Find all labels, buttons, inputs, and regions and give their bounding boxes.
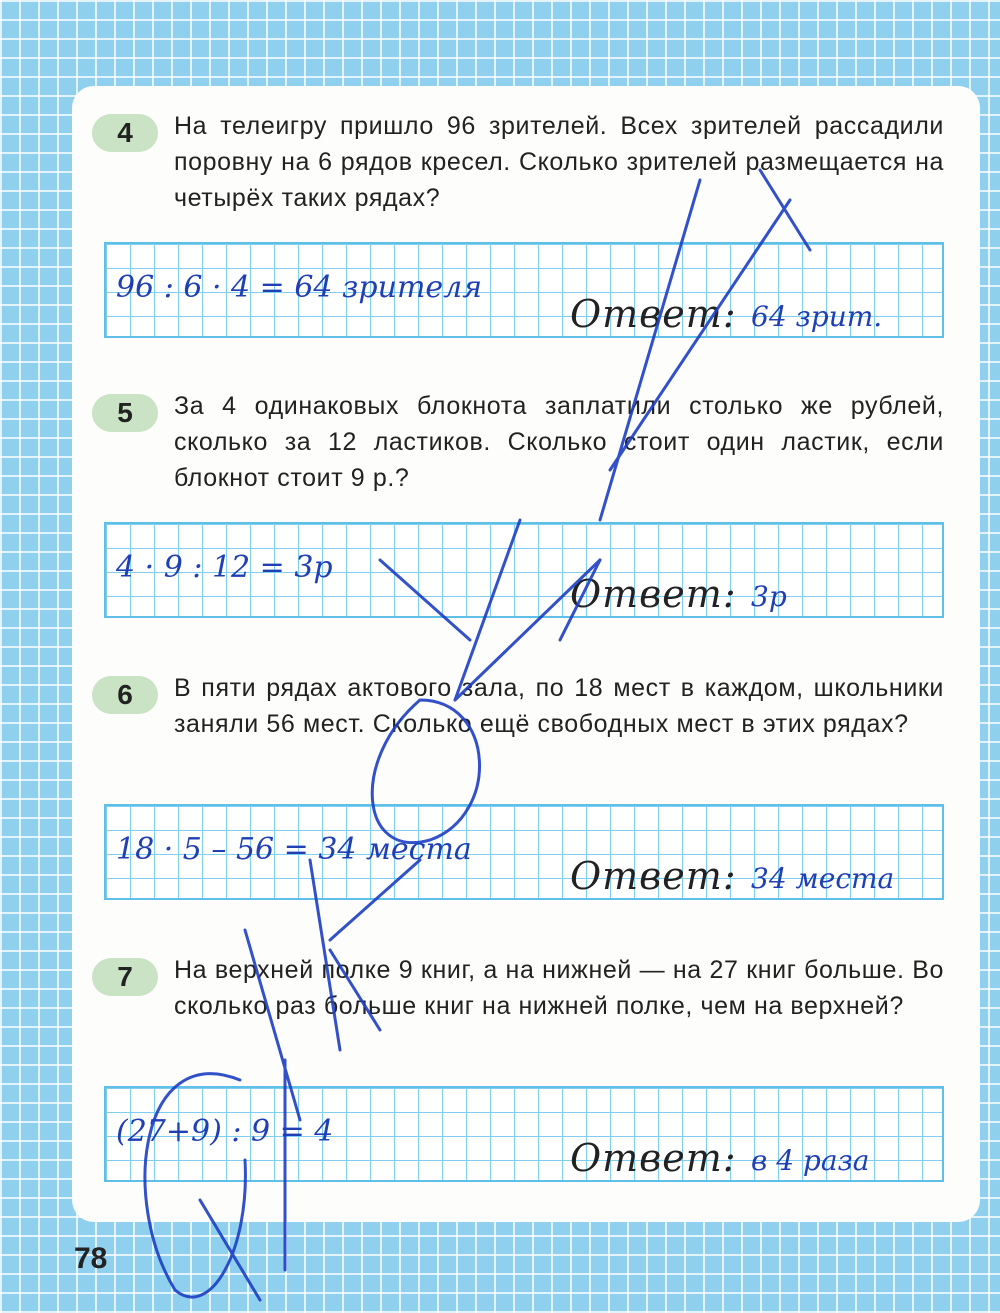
answer-grid [104, 522, 944, 618]
answer-label: Ответ: [570, 854, 737, 898]
task-question: За 4 одинаковых блокнота заплатили столько же рублей, сколько за 12 ластиков. Сколько стоит один ластик, если блокнот стоит 9 р.? [174, 392, 944, 492]
handwritten-answer: 3р [751, 580, 787, 613]
handwritten-solution: 96 : 6 · 4 = 64 зрителя [116, 270, 483, 305]
answer-label: Ответ: [570, 572, 737, 616]
answer-grid [104, 804, 944, 900]
handwritten-solution: (27+9) : 9 = 4 [116, 1114, 334, 1149]
answer-grid [104, 1086, 944, 1182]
handwritten-answer: 34 места [751, 862, 895, 895]
answer-label: Ответ: [570, 1136, 737, 1180]
answer-grid [104, 242, 944, 338]
page-number: 78 [74, 1242, 108, 1275]
handwritten-solution: 18 · 5 – 56 = 34 места [116, 832, 472, 867]
workbook-page [72, 86, 980, 1222]
task-question: На верхней полке 9 книг, а на нижней — на 27 книг больше. Во сколько раз больше книг на нижней полке, чем на верхней? [174, 956, 944, 1020]
task-number-badge: 4 [92, 114, 158, 152]
task-number-badge: 6 [92, 676, 158, 714]
handwritten-answer: в 4 раза [751, 1144, 870, 1177]
answer-label: Ответ: [570, 292, 737, 336]
task-number-badge: 5 [92, 394, 158, 432]
task-number-badge: 7 [92, 958, 158, 996]
handwritten-solution: 4 · 9 : 12 = 3р [116, 550, 333, 585]
handwritten-answer: 64 зрит. [751, 300, 883, 333]
task-question: В пяти рядах актового зала, по 18 мест в каждом, школьники заняли 56 мест. Сколько ещё свободных мест в этих рядах? [174, 674, 944, 738]
task-question: На телеигру пришло 96 зрителей. Всех зрителей рассадили поровну на 6 рядов кресел. Сколько зрителей размещается на четырёх таких рядах? [174, 112, 944, 212]
